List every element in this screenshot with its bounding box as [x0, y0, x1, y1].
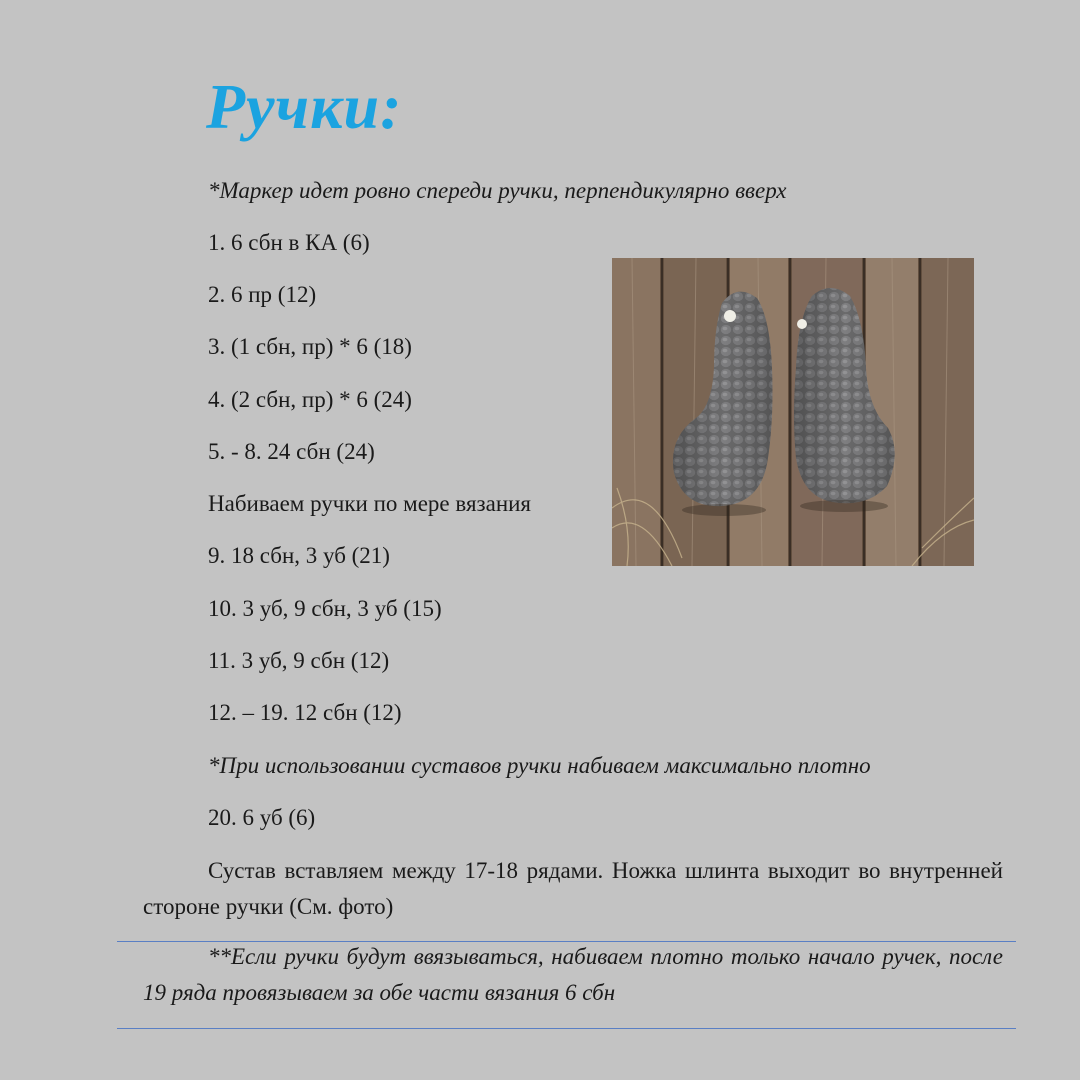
- marker-note: *Маркер идет ровно спереди ручки, перпендикулярно вверх: [208, 178, 787, 203]
- pattern-row: 3. (1 сбн, пр) * 6 (18): [208, 334, 412, 359]
- pattern-row: 11. 3 уб, 9 сбн (12): [208, 648, 390, 673]
- joints-note: *При использовании суставов ручки набиваем максимально плотно: [208, 753, 871, 778]
- pattern-row: 9. 18 сбн, 3 уб (21): [208, 543, 390, 568]
- pattern-row: 5. - 8. 24 сбн (24): [208, 439, 375, 464]
- pattern-row: 12. – 19. 12 сбн (12): [208, 700, 402, 725]
- pattern-row: 1. 6 сбн в КА (6): [208, 230, 370, 255]
- joint-paragraph: Сустав вставляем между 17-18 рядами. Ножка шлинта выходит во внутренней стороне ручки (См. фото): [143, 858, 1003, 919]
- pattern-row: 4. (2 сбн, пр) * 6 (24): [208, 387, 412, 412]
- stuffing-instruction: Набиваем ручки по мере вязания: [208, 491, 532, 516]
- pattern-row: 20. 6 уб (6): [208, 805, 316, 830]
- divider-bottom: [117, 1028, 1016, 1029]
- pattern-row: 2. 6 пр (12): [208, 282, 317, 307]
- hands-photo: [612, 258, 974, 566]
- pattern-row: 10. 3 уб, 9 сбн, 3 уб (15): [208, 596, 442, 621]
- page-title: Ручки:: [206, 71, 403, 142]
- note-paragraph: **Если ручки будут ввязываться, набиваем плотно только начало ручек, после 19 ряда провязываем за обе части вязания 6 сбн: [143, 944, 1003, 1005]
